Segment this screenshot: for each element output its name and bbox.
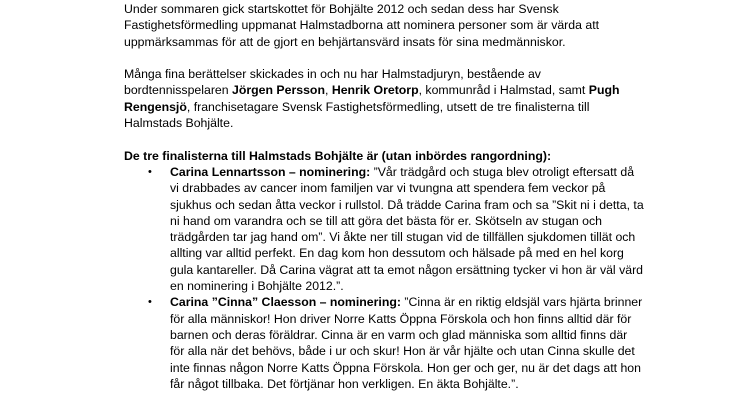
- document-page: [124, 1, 644, 392]
- jury-text-1: Många fina berättelser skickades in och nu har Halmstadjuryn, bestående av bordtennisspelaren: [124, 67, 541, 98]
- finalists-heading: De tre finalisterna till Halmstads Bohjälte är (utan inbördes rangordning):: [124, 148, 552, 163]
- jury-member-1: Jörgen Persson: [232, 83, 325, 98]
- jury-text-2: , kommunråd i Halmstad, samt: [418, 83, 589, 98]
- intro-paragraph: Under sommaren gick startskottet för Bohjälte 2012 och sedan dess har Svensk Fastighetsförmedling uppmanat Halmstadborna att nominera personer som är värda att uppmärksammas för att de gjort en behjärtansvärd insats för sina medmänniskor.: [124, 2, 600, 49]
- bullet-icon: •: [148, 165, 152, 178]
- jury-paragraph: [124, 66, 644, 131]
- finalist-title: Carina Lennartsson – nominering:: [170, 164, 371, 179]
- list-item: [124, 164, 644, 294]
- jury-text-3: , franchisetagare Svensk Fastighetsförmedling, utsett de tre finalisterna till Halmstads Bohjälte.: [124, 99, 590, 131]
- bullet-icon: •: [148, 296, 152, 309]
- finalists-list: [124, 164, 644, 392]
- jury-member-3: Pugh Rengensjö: [124, 83, 620, 114]
- finalist-nomination-text: ”Vår trädgård och stuga blev otroligt eftersatt då vi drabbades av cancer inom familjen var vi tvungna att spendera fem veckor på sjukhus och sedan åtta veckor i rullstol. Då trädde Carina fram och sa ”Skit ni i detta, ta ni hand om varandra och se till att göra det bästa för er. Skötseln av stugan och trädgården tar jag hand om”. Vi åkte ner till stugan vid de tillfällen sjukdomen tillät och allting var alltid perfekt. En dag kom hon dessutom och hälsade på med en hel korg gula kantareller. Då Carina vägrat att ta emot någon ersättning tycker vi hon är väl värd en nominering i Bohjälte 2012.”.: [170, 164, 644, 294]
- list-item: [124, 294, 644, 392]
- jury-member-2: Henrik Oretorp: [331, 83, 419, 98]
- finalist-title: Carina ”Cinna” Claesson – nominering:: [170, 295, 401, 310]
- jury-separator: ,: [324, 83, 332, 98]
- finalist-nomination-text: ”Cinna är en riktig eldsjäl vars hjärta brinner för alla människor! Hon driver Norre Katts Öppna Förskola och hon finns alltid där för barnen och deras föräldrar. Cinna är en varm och glad människa som alltid finns där för alla när det behövs, både i ur och skur! Hon är vår hjälte och utan Cinna skulle det inte finnas någon Norre Katts Öppna Förskola. Hon ger och ger, nu är det dags att hon får något tillbaka. Det förtjänar hon verkligen. En äkta Bohjälte.”.: [170, 295, 643, 391]
